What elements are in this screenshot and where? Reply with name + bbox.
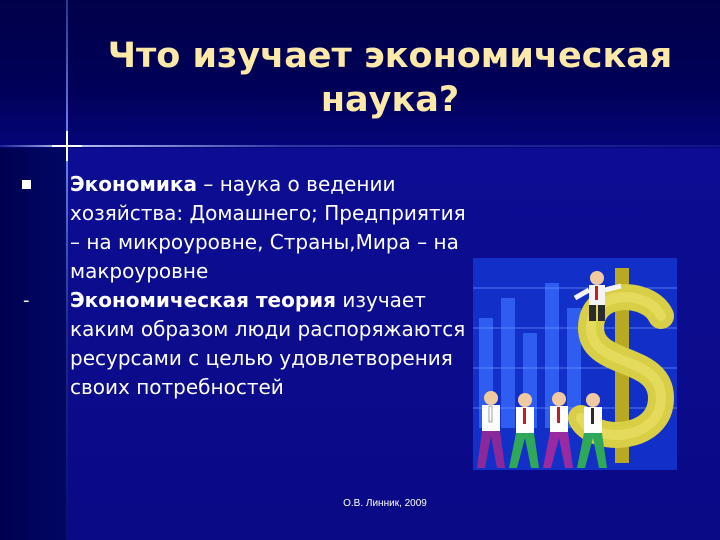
bullet-text: – наука о ведении хозяйства: Домашнего; Предприятия – на микроуровне, Страны,Мира – на макроуровне — [70, 172, 466, 283]
bullet-term: Экономика — [70, 172, 197, 196]
bullet-list — [20, 170, 470, 402]
bullet-text: изучает каким образом люди распоряжаются ресурсами с целью удовлетворения своих потребностей — [70, 288, 466, 399]
footer-credit: О.В. Линник, 2009 — [343, 498, 427, 509]
slide-title — [70, 34, 710, 122]
horizontal-accent-line — [0, 145, 720, 147]
bullet-term: Экономическая теория — [70, 288, 337, 312]
bullet-square-icon — [20, 170, 70, 189]
title-line-2: наука? — [320, 80, 460, 120]
bullet-item-economic-theory — [20, 286, 470, 402]
sparkle-icon — [52, 131, 82, 161]
bullet-dash-marker: - — [23, 290, 30, 311]
title-line-1: Что изучает экономическая — [107, 36, 673, 76]
bullet-item-economics — [20, 170, 470, 286]
dollar-business-people-clipart — [473, 258, 677, 470]
